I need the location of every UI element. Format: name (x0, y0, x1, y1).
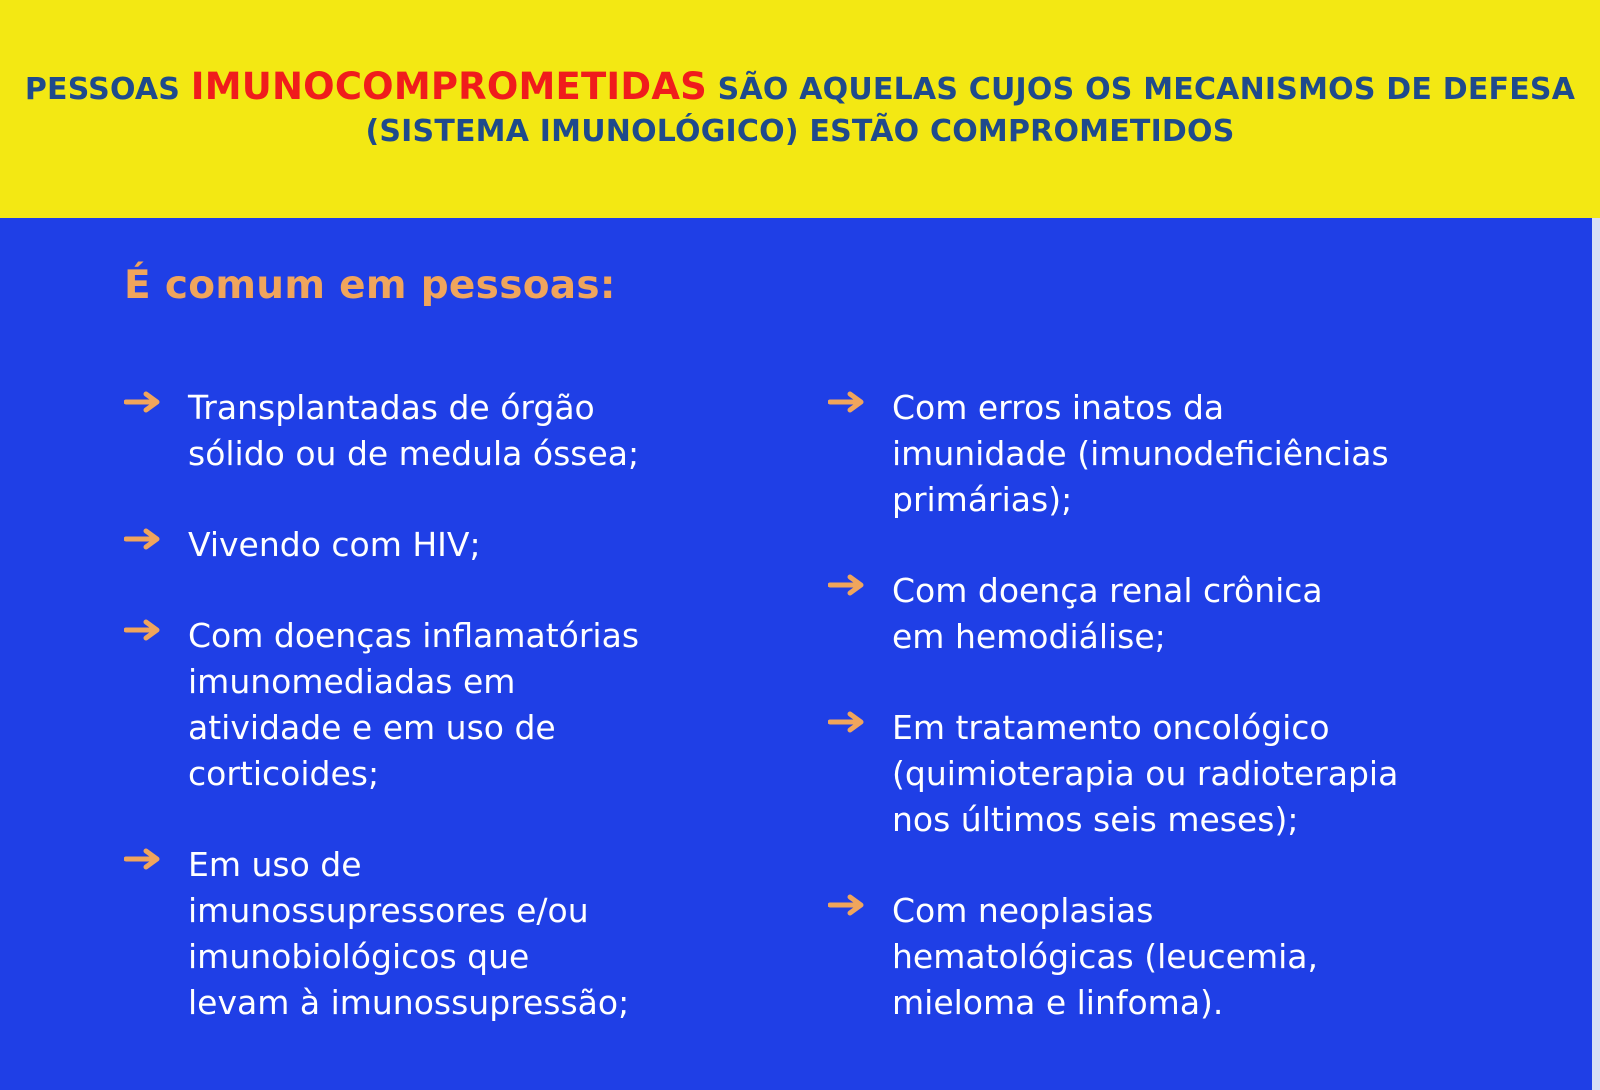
item-line: hematológicas (leucemia, (892, 937, 1318, 976)
item-line: Vivendo com HIV; (188, 525, 481, 564)
list-item (124, 522, 764, 568)
item-line: levam à imunossupressão; (188, 983, 630, 1022)
left-column (124, 385, 764, 1026)
arrow-right-icon (828, 710, 866, 734)
item-line: Com doenças inflamatórias (188, 616, 640, 655)
arrow-right-icon (828, 893, 866, 917)
item-line: (quimioterapia ou radioterapia (892, 754, 1399, 793)
list-item (828, 568, 1468, 660)
list-item (828, 705, 1468, 843)
right-edge-strip (1592, 218, 1600, 1090)
list-item (124, 613, 764, 797)
list-item (828, 888, 1468, 1026)
item-line: Com erros inatos da (892, 388, 1225, 427)
header-banner (0, 0, 1600, 218)
item-line: atividade e em uso de (188, 708, 556, 747)
item-line: Com doença renal crônica (892, 571, 1323, 610)
arrow-right-icon (828, 573, 866, 597)
header-highlight: IMUNOCOMPROMETIDAS (190, 65, 707, 108)
header-line2: (SISTEMA IMUNOLÓGICO) ESTÃO COMPROMETIDOS (365, 114, 1235, 149)
right-column (828, 385, 1468, 1026)
arrow-right-icon (828, 390, 866, 414)
header-title (10, 66, 1590, 153)
arrow-right-icon (124, 390, 162, 414)
item-line: primárias); (892, 480, 1073, 519)
arrow-right-icon (124, 847, 162, 871)
item-line: em hemodiálise; (892, 617, 1166, 656)
item-line: imunossupressores e/ou (188, 891, 589, 930)
section-title: É comum em pessoas: (124, 263, 616, 308)
arrow-right-icon (124, 618, 162, 642)
list-item (124, 842, 764, 1026)
item-line: corticoides; (188, 754, 380, 793)
header-suffix: SÃO AQUELAS CUJOS OS MECANISMOS DE DEFESA (707, 72, 1576, 107)
item-line: imunidade (imunodeficiências (892, 434, 1389, 473)
item-line: Em uso de (188, 845, 362, 884)
header-prefix: PESSOAS (24, 72, 191, 107)
item-line: imunobiológicos que (188, 937, 530, 976)
item-line: mieloma e linfoma). (892, 983, 1224, 1022)
item-line: sólido ou de medula óssea; (188, 434, 640, 473)
arrow-right-icon (124, 527, 162, 551)
list-item (124, 385, 764, 477)
item-line: nos últimos seis meses); (892, 800, 1299, 839)
item-line: Com neoplasias (892, 891, 1154, 930)
item-line: Transplantadas de órgão (188, 388, 595, 427)
list-item (828, 385, 1468, 523)
item-line: Em tratamento oncológico (892, 708, 1330, 747)
item-line: imunomediadas em (188, 662, 516, 701)
